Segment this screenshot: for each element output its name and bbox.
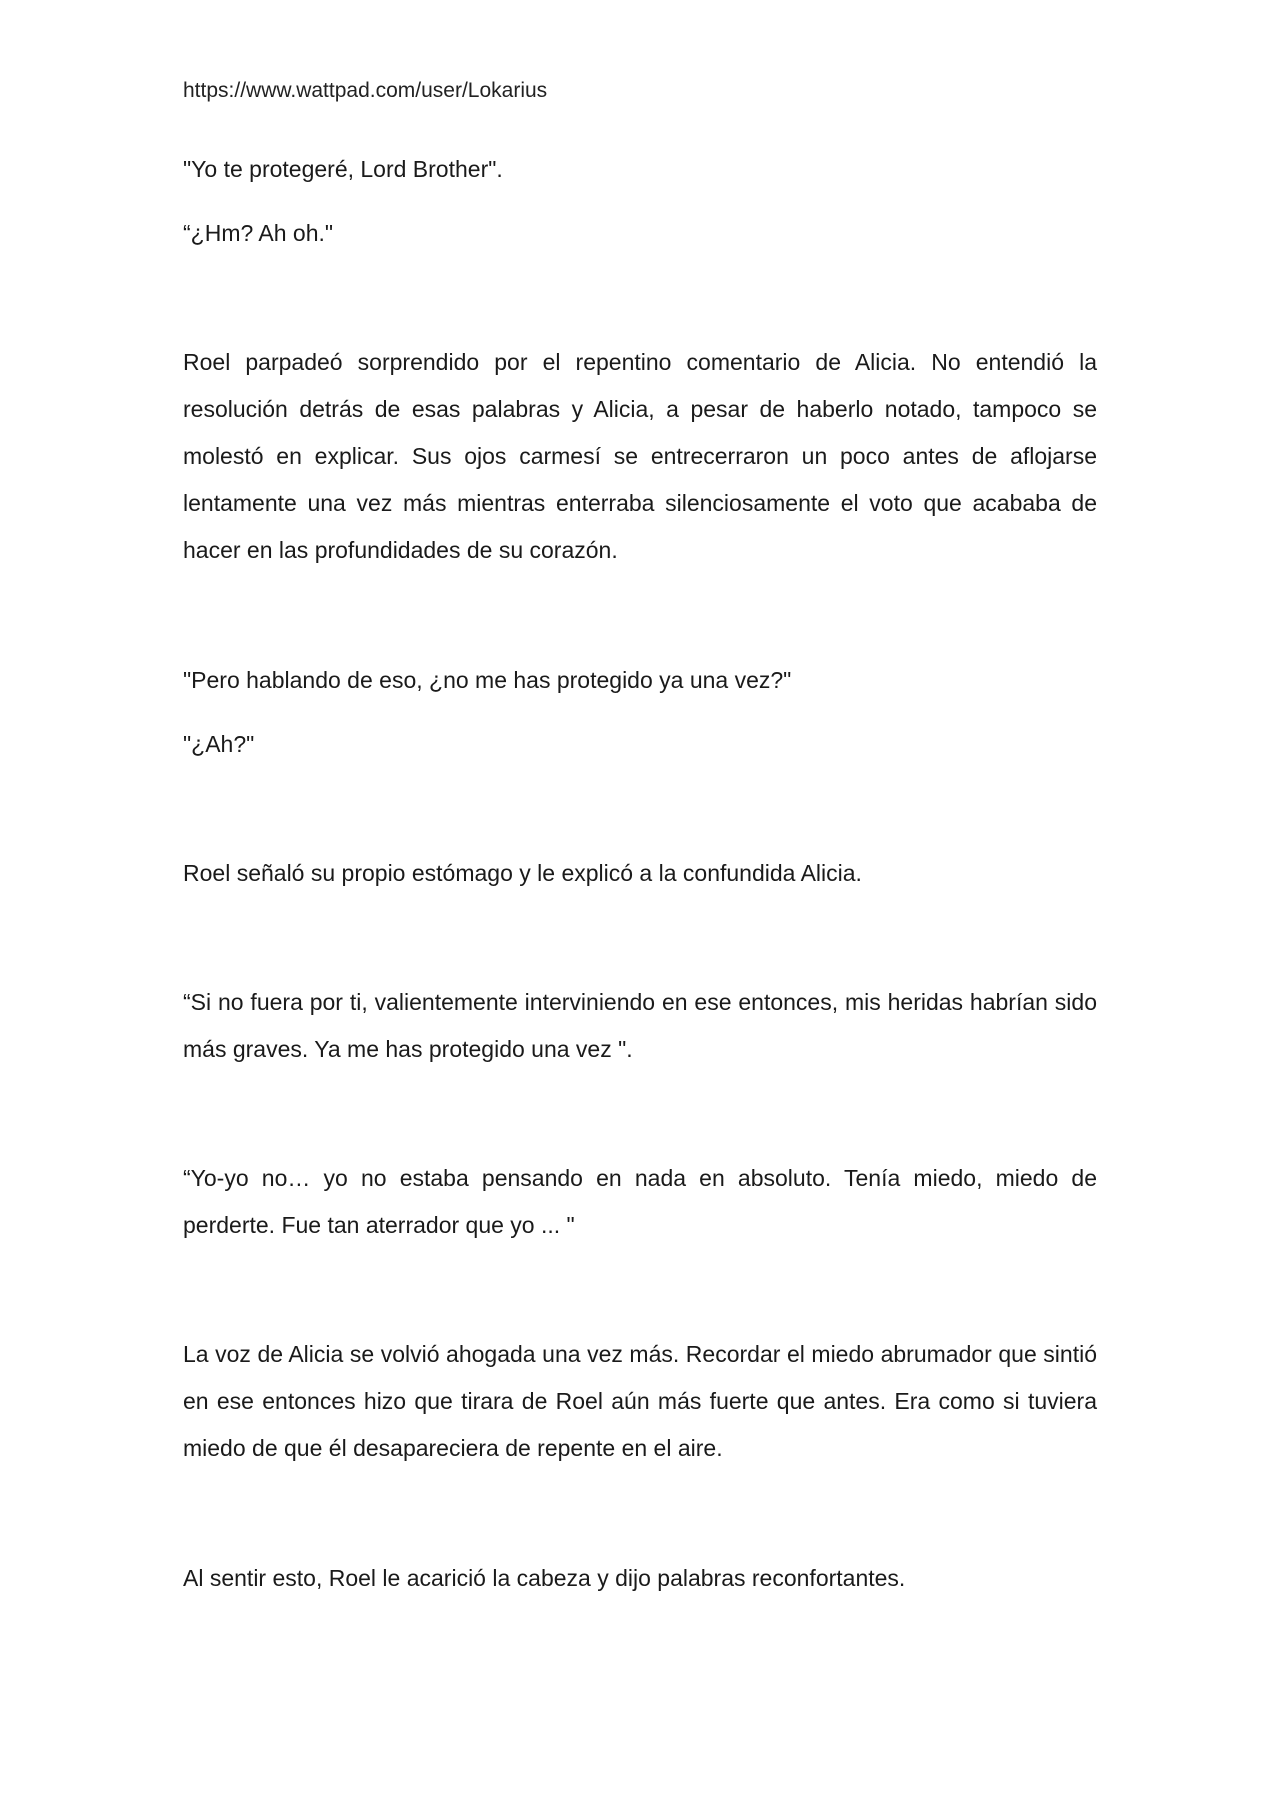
paragraph-10: Al sentir esto, Roel le acarició la cabeza y dijo palabras reconfortantes. — [183, 1565, 906, 1591]
paragraph-4: "Pero hablando de eso, ¿no me has protegido ya una vez?" — [183, 667, 792, 693]
header-url: https://www.wattpad.com/user/Lokarius — [183, 79, 548, 102]
paragraph-1: "Yo te protegeré, Lord Brother". — [183, 156, 503, 182]
paragraph-2: “¿Hm? Ah oh." — [183, 220, 334, 246]
paragraph-5: "¿Ah?" — [183, 731, 255, 757]
paragraph-6: Roel señaló su propio estómago y le explicó a la confundida Alicia. — [183, 860, 862, 886]
paragraph-8: “Yo-yo no… yo no estaba pensando en nada en absoluto. Tenía miedo, miedo de perderte. Fue tan aterrador que yo ... " — [183, 1165, 1097, 1238]
paragraph-9: La voz de Alicia se volvió ahogada una vez más. Recordar el miedo abrumador que sintió en ese entonces hizo que tirara de Roel aún más fuerte que antes. Era como si tuviera miedo de que él desapareciera de repente en el aire. — [183, 1341, 1097, 1461]
paragraph-3: Roel parpadeó sorprendido por el repentino comentario de Alicia. No entendió la resolución detrás de esas palabras y Alicia, a pesar de haberlo notado, tampoco se molestó en explicar. Sus ojos carmesí se entrecerraron un poco antes de aflojarse lentamente una vez más mientras enterraba silenciosamente el voto que acababa de hacer en las profundidades de su corazón. — [183, 349, 1097, 563]
paragraph-7: “Si no fuera por ti, valientemente interviniendo en ese entonces, mis heridas habrían sido más graves. Ya me has protegido una vez ". — [183, 989, 1097, 1062]
